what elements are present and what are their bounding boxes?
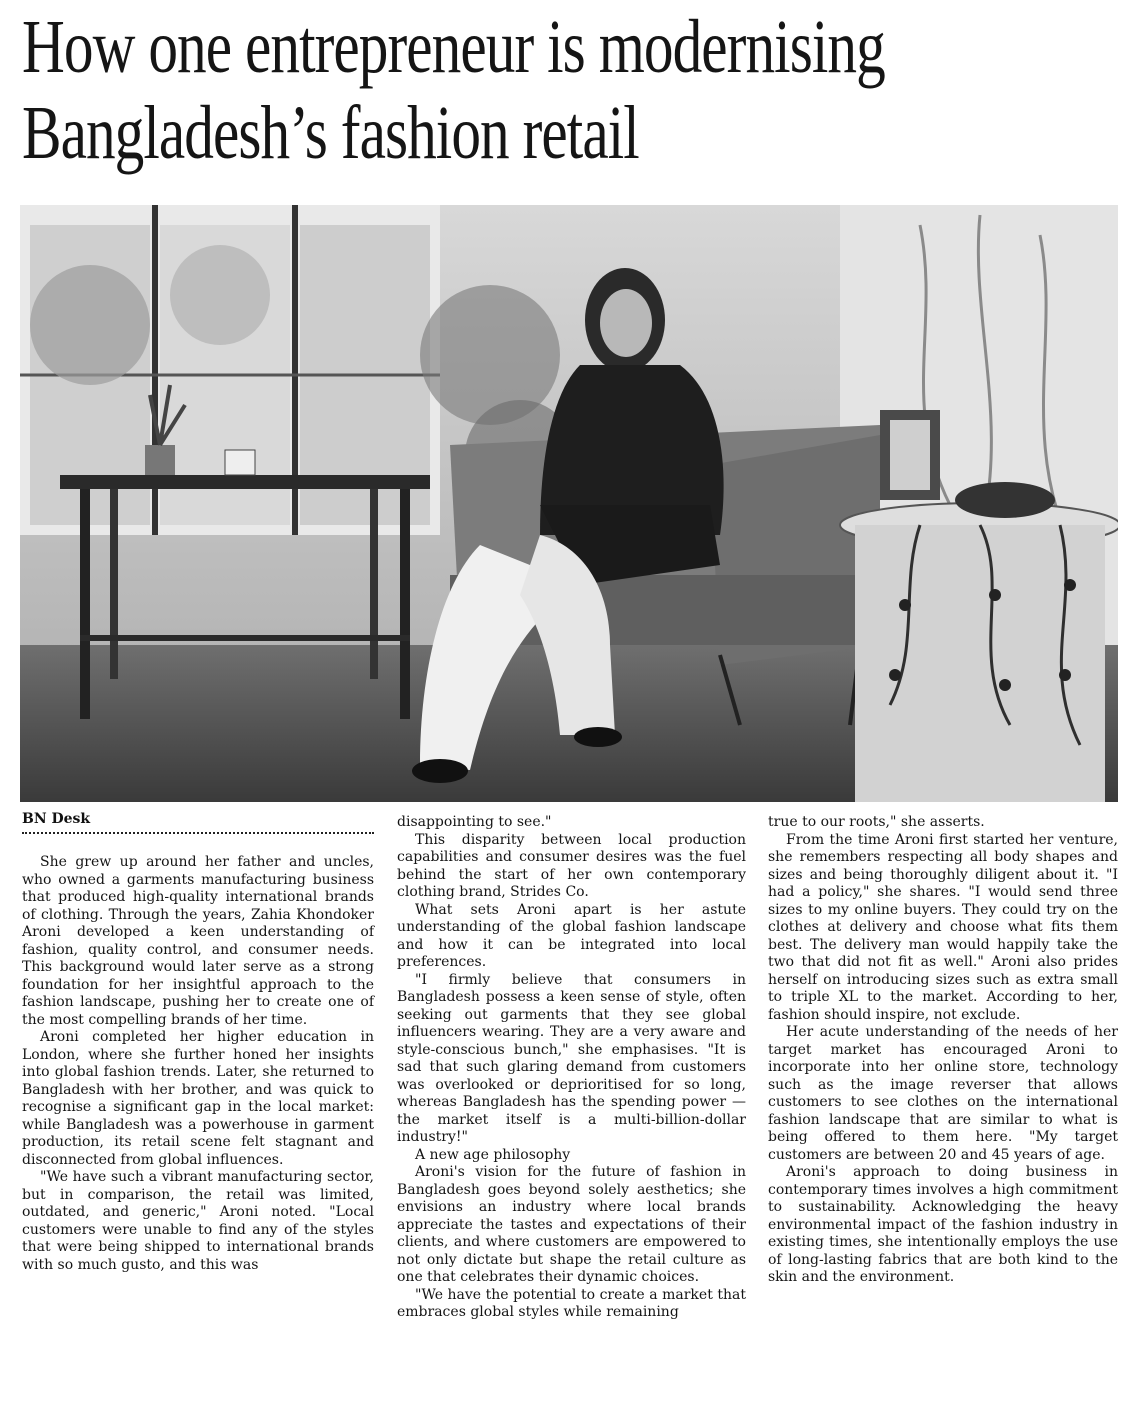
paragraph: What sets Aroni apart is her astute understanding of the global fashion landscape and how it can be integrated into local preferences. bbox=[397, 901, 746, 970]
headline-line-1: How one entrepreneur is modernising bbox=[22, 5, 885, 89]
article-column-2 bbox=[397, 814, 746, 1322]
paragraph: disappointing to see." bbox=[397, 814, 552, 830]
paragraph: Aroni's approach to doing business in contemporary times involves a high commitment to sustainability. Acknowledging the heavy environmental impact of the fashion industry in existing times, she intentionally employs the use of long-lasting fabrics that are both kind to the skin and the environment. bbox=[768, 1164, 1118, 1285]
paragraph: Aroni completed her higher education in London, where she further honed her insights into global fashion trends. Later, she returned to Bangladesh with her brother, and was quick to recognise a significant gap in the local market: while Bangladesh was a powerhouse in garment production, its retail scene felt stagnant and disconnected from global influences. bbox=[22, 1029, 374, 1168]
paragraph: true to our roots," she asserts. bbox=[768, 814, 985, 830]
byline: BN Desk bbox=[22, 811, 91, 827]
byline-divider bbox=[22, 832, 374, 834]
paragraph: "We have the potential to create a market that embraces global styles while remaining bbox=[397, 1286, 746, 1320]
subheading: A new age philosophy bbox=[415, 1146, 571, 1163]
article-photo bbox=[20, 205, 1118, 802]
paragraph: Her acute understanding of the needs of her target market has encouraged Aroni to incorporate into her online store, technology such as the image reverser that allows customers to see clothes on the international fashion landscape that are similar to what is being offered to them here. "My target customers are between 20 and 45 years of age. bbox=[768, 1024, 1118, 1163]
paragraph: She grew up around her father and uncles, who owned a garments manufacturing business that produced high-quality international brands of clothing. Through the years, Zahia Khondoker Aroni developed a keen understanding of fashion, quality control, and consumer needs. This background would later serve as a strong foundation for her insightful approach to the fashion landscape, pushing her to create one of the most compelling brands of her time. bbox=[22, 854, 374, 1028]
paragraph: "We have such a vibrant manufacturing sector, but in comparison, the retail was limited, outdated, and generic," Aroni noted. "Local customers were unable to find any of the styles that were being shipped to international brands with so much gusto, and this was bbox=[22, 1169, 374, 1273]
article-column-1 bbox=[22, 854, 374, 1274]
paragraph: Aroni's vision for the future of fashion in Bangladesh goes beyond solely aesthetics; she envisions an industry where local brands appreciate the tastes and expectations of their clients, and where customers are empowered to not only dictate but shape the retail culture as one that celebrates their dynamic choices. bbox=[397, 1164, 746, 1285]
headline-line-2: Bangladesh’s fashion retail bbox=[22, 91, 639, 175]
paragraph: From the time Aroni first started her venture, she remembers respecting all body shapes and sizes and being thoroughly diligent about it. "I had a policy," she shares. "I would send three sizes to my online buyers. They could try on the clothes at delivery and choose what fits them best. The delivery man would happily take the two that did not fit as well." Aroni also prides herself on introducing sizes such as extra small to triple XL to the market. According to her, fashion should inspire, not exclude. bbox=[768, 831, 1118, 1023]
paragraph: "I firmly believe that consumers in Bangladesh possess a keen sense of style, often seeking out garments that they see global influencers wearing. They are a very aware and style-conscious bunch," she emphasises. "It is sad that such glaring demand from customers was overlooked or deprioritised for so long, whereas Bangladesh has the spending power — the market itself is a multi-billion-dollar industry!" bbox=[397, 971, 746, 1145]
photo-illustration bbox=[20, 205, 1118, 802]
article-column-3 bbox=[768, 814, 1118, 1287]
headline bbox=[22, 4, 885, 176]
paragraph: This disparity between local production capabilities and consumer desires was the fuel behind the start of her own contemporary clothing brand, Strides Co. bbox=[397, 831, 746, 900]
